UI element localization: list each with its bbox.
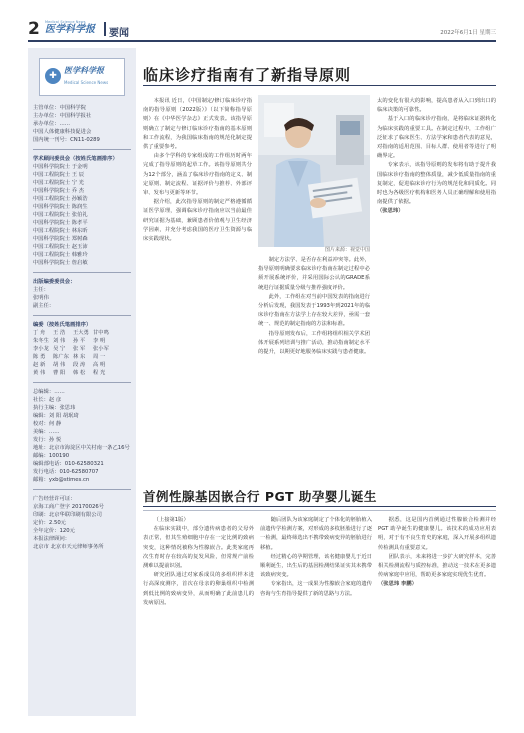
info-line: 主办单位：中国科学报社 bbox=[33, 113, 92, 119]
article1-column-3 bbox=[377, 97, 496, 508]
editor-name: 刘 伟 bbox=[53, 338, 66, 344]
publisher-line: 副主任： bbox=[33, 303, 55, 309]
editor-name: 程 光 bbox=[93, 370, 106, 376]
editor-name: 甘中鸣 bbox=[93, 330, 109, 336]
staff-line: 编辑：刘 阳 胡珉琦 bbox=[33, 413, 79, 419]
article1-paragraph: 由多个学科的专家组成的工作组历时两年完成了指导原则的起草工作。该指导原则共分为12个部分，涵盖了临床诊疗指南的定义、制定原则、制定流程、证据评价与推荐、外部评审、发布与更新等环节。 bbox=[143, 153, 252, 197]
committee-member: 中国工程院院士 林东昕 bbox=[33, 228, 88, 234]
divider bbox=[33, 382, 131, 383]
info-line: 中国人体健康科技促进会 bbox=[33, 129, 92, 135]
publisher-line: 主任： bbox=[33, 287, 49, 293]
editors-grid bbox=[33, 329, 131, 377]
editor-name: 林 东 bbox=[73, 354, 86, 360]
editor-name: 李 明 bbox=[93, 338, 106, 344]
editor-name: 周 一 bbox=[93, 354, 106, 360]
headline-rule bbox=[143, 85, 496, 86]
divider bbox=[33, 149, 131, 150]
article1-paragraph: 据介绍，此次指导原则的制定严格遵循循证医学原理，强调临床诊疗指南应以当前最佳研究证据为基础，兼顾患者价值观与卫生经济学因素，并充分考虑我国的医疗卫生资源与临床实践现状。 bbox=[143, 199, 252, 243]
committee-member: 中国工程院院士 宁 光 bbox=[33, 180, 85, 186]
article2-paragraph: 在临床实践中，部分遗传病患者的父母外表正常，但其生殖细胞中存在一定比例的致病突变，这种情况被称为性腺嵌合。此类家庭再次生育时存在较高的复发风险，但常规产前检测难以提前识别。 bbox=[143, 526, 254, 570]
photo-caption: 图片来源：视觉中国 bbox=[324, 247, 370, 253]
ads-line: 京海工商广登字 20170026号 bbox=[33, 504, 105, 510]
committee-member: 中国工程院院士 韩雅玲 bbox=[33, 252, 88, 258]
committee-member: 中国科学院院士 陈润生 bbox=[33, 204, 88, 210]
masthead-en: Medical Science News bbox=[45, 20, 86, 24]
committee-member: 中国工程院院士 赵玉沛 bbox=[33, 244, 88, 250]
masthead-sidebar bbox=[28, 48, 136, 716]
editor-name: 丁 舟 bbox=[33, 330, 46, 336]
issue-date: 2022年6月1日 星期三 bbox=[440, 30, 496, 36]
committee-member: 中国工程院院士 孙颖浩 bbox=[33, 196, 88, 202]
staff-line: 美编：…… bbox=[33, 429, 60, 435]
committee-member: 中国科学院院士 詹启敏 bbox=[33, 260, 88, 266]
editors-block bbox=[33, 321, 131, 377]
article-divider bbox=[143, 510, 496, 511]
committee-member: 中国科学院院士 于金明 bbox=[33, 164, 88, 170]
article2-headline: 首例性腺基因嵌合行 PGT 助孕婴儿诞生 bbox=[143, 489, 377, 504]
article2-paragraph: 据悉，这是国内首例通过性腺嵌合检测并经 PGT 助孕诞生的健康婴儿。该技术的成功应用表明，对于有不良生育史的家庭，深入开展多组织遗传检测具有重要意义。 bbox=[378, 517, 496, 551]
article1-paragraph: 此外，工作组在对当前中国发表的指南进行分析后发现，我国发表于1993年到2021年的临床诊疗指南在方法学上存在较大差异，亟需一套统一、规范的制定指南的方法和标准。 bbox=[258, 293, 370, 328]
editor-name: 胡 伟 bbox=[53, 362, 66, 368]
committee-member: 中国科学院院士 乔 杰 bbox=[33, 188, 85, 194]
editor-name: 朱冬生 bbox=[33, 338, 49, 344]
info-line: 承办单位：…… bbox=[33, 121, 71, 127]
logo-en: Medical Science News bbox=[64, 80, 109, 85]
info-line: 国内统一刊号：CN11-0289 bbox=[33, 137, 100, 143]
editor-name: 王 浩 bbox=[53, 330, 66, 336]
headline-rule bbox=[143, 506, 496, 507]
article1-paragraph: 本报讯 近日，《中国制定/修订临床诊疗指南的指导原则（2022版）》（以下简称指导原则）在《中华医学杂志》正式发表。该指导原则确立了制定与修订临床诊疗指南的基本原则和工作流程，为我国临床指南的规范化制定提供了重要参考。 bbox=[143, 98, 252, 151]
editor-name: 黄 伟 bbox=[33, 370, 46, 376]
email-link[interactable]: 邮箱：yxb@stimes.cn bbox=[33, 477, 90, 483]
committee-member: 中国工程院院士 王 辰 bbox=[33, 172, 85, 178]
editor-name: 李小龙 bbox=[33, 346, 49, 352]
article1-paragraph: 专家表示，该指导原则的发布将有助于提升我国临床诊疗指南的整体质量，减少低质量指南的重复制定，促进临床诊疗行为的规范化和同质化。同时也为各级医疗机构和医务人员正确理解和使用指南提供了依据。 bbox=[377, 162, 496, 206]
staff-line: 校对：何 静 bbox=[33, 421, 62, 427]
article1-photo bbox=[258, 95, 370, 247]
staff-block bbox=[33, 388, 131, 484]
info-line: 主管单位：中国科学院 bbox=[33, 105, 86, 111]
article1-signoff: （张思玮） bbox=[377, 208, 404, 215]
article1-paragraph: 指导原则发布后，工作组将组织相关学术团体开展系列培训与推广活动，推动指南制定水平的提升，以期更好地服务临床实践与患者健康。 bbox=[258, 330, 370, 356]
editor-name: 韩 松 bbox=[73, 370, 86, 376]
article2-paragraph: （上接第1版） bbox=[153, 517, 189, 523]
article1-column-1 bbox=[143, 97, 252, 507]
article1-paragraph: 制定方法学、是否存在利益冲突等。此外，指导原则明确要求临床诊疗指南在制定过程中必须开展系统评价，并采用国际公认的GRADE系统进行证据质量分级与推荐强度评价。 bbox=[258, 257, 370, 291]
staff-line: 编辑部电话：010-62580321 bbox=[33, 461, 104, 467]
divider bbox=[33, 489, 131, 490]
editors-title: 编委（按姓氏笔画排序） bbox=[33, 322, 92, 328]
editor-name: 曹 阳 bbox=[53, 370, 66, 376]
divider bbox=[33, 315, 131, 316]
staff-line: 发行电话：010-62580707 bbox=[33, 469, 99, 475]
article2-column-1 bbox=[143, 516, 254, 716]
logo-cn: 医学科学报 bbox=[64, 66, 104, 75]
editor-name: 陈广东 bbox=[53, 354, 69, 360]
page-number: 2 bbox=[28, 19, 40, 39]
section-name: 要闻 bbox=[109, 28, 129, 39]
article1-paragraph: 太的变化有很大的影响，提高患者从入口到出口的临床决策的可靠性。 bbox=[377, 98, 496, 114]
article2-paragraph: 随后团队为该家庭制定了个体化的胚胎植入前遗传学检测方案，对形成的多枚胚胎进行了逐一检测，最终筛选出不携带致病变异的胚胎进行移植。 bbox=[260, 517, 372, 551]
page-header bbox=[0, 0, 524, 40]
ads-line: 北京市 北京市天元律师事务所 bbox=[33, 544, 104, 550]
committee-list bbox=[33, 155, 131, 267]
article2-paragraph: 专家指出，这一成果为性腺嵌合家庭的遗传咨询与生育指导提供了新的思路与方法。 bbox=[260, 581, 372, 597]
staff-line: 发行：孙 悦 bbox=[33, 437, 62, 443]
article2-paragraph: 团队表示，未来将进一步扩大研究样本，完善相关检测流程与质控标准，推动这一技术在更多遗传病家庭中应用，帮助更多家庭实现优生优育。 bbox=[378, 553, 496, 579]
committee-member: 中国工程院院士 张伯礼 bbox=[33, 212, 88, 218]
article2-column-2 bbox=[260, 516, 372, 716]
ads-line: 广告经营许可证： bbox=[33, 496, 76, 502]
sidebar-logo bbox=[39, 58, 125, 96]
committee-member: 中国科学院院士 陈孝平 bbox=[33, 220, 88, 226]
article1-headline: 临床诊疗指南有了新指导原则 bbox=[143, 66, 352, 84]
publisher-line: 张明伟 bbox=[33, 295, 49, 301]
editor-name: 陈 勇 bbox=[33, 354, 46, 360]
header-rule bbox=[28, 40, 496, 42]
editor-name: 吴 宁 bbox=[53, 346, 66, 352]
masthead-cn: 医学科学报 bbox=[45, 24, 95, 35]
ads-line: 全年定价：120元 bbox=[33, 528, 75, 534]
ads-block bbox=[33, 495, 131, 551]
publisher-title: 出版编委委员会： bbox=[33, 279, 76, 285]
committee-member: 中国科学院院士 郑树森 bbox=[33, 236, 88, 242]
article2-paragraph: 经过精心的孕期管理，该名健康婴儿于近日顺利诞生，出生后的基因检测结果证实其未携带该致病突变。 bbox=[260, 553, 372, 579]
staff-line: 社长：赵 彦 bbox=[33, 397, 62, 403]
editor-name: 高 明 bbox=[93, 362, 106, 368]
section-marker bbox=[104, 22, 106, 36]
staff-line: 总编辑：…… bbox=[33, 389, 65, 395]
ads-line: 定价：2.50元 bbox=[33, 520, 66, 526]
editor-name: 段 涛 bbox=[73, 362, 86, 368]
staff-line: 地址：北京市海淀区中关村南一条乙16号 bbox=[33, 445, 130, 451]
publisher-block bbox=[33, 278, 131, 310]
masthead-logo bbox=[45, 20, 103, 40]
staff-line: 邮编：100190 bbox=[33, 453, 70, 459]
ads-line: 本报法律顾问： bbox=[33, 536, 71, 542]
article1-column-2 bbox=[258, 256, 370, 508]
ads-line: 印刷：北京华联印刷有限公司 bbox=[33, 512, 102, 518]
editor-name: 赵 新 bbox=[33, 362, 46, 368]
editor-name: 张 军 bbox=[73, 346, 86, 352]
article1-paragraph: 基于入口的临床诊疗指南，是将临床证据转化为临床实践的重要工具。在制定过程中，工作组广泛征求了临床医生、方法学家和患者代表的意见，对指南的适用范围、目标人群、使用者等进行了明确界定。 bbox=[377, 116, 496, 160]
editor-name: 孙 平 bbox=[73, 338, 86, 344]
article2-signoff: （张思玮 李鹏） bbox=[378, 581, 417, 588]
article2-column-3 bbox=[378, 516, 496, 716]
staff-line: 执行主编：张思玮 bbox=[33, 405, 76, 411]
editor-name: 张小军 bbox=[93, 346, 109, 352]
editor-name: 王大勇 bbox=[73, 330, 89, 336]
committee-title: 学术顾问委员会（按姓氏笔画排序） bbox=[33, 156, 118, 162]
nurse-photo-illustration bbox=[258, 95, 370, 247]
logo-icon: ✚ bbox=[45, 68, 61, 84]
article2-paragraph: 研究团队通过对家系成员的多组织样本进行高深度测序，首次在母亲的卵巢组织中检测到低比例的致病变异，从而明确了此前患儿的发病原因。 bbox=[143, 572, 254, 606]
sidebar-info bbox=[33, 104, 131, 144]
divider bbox=[33, 272, 131, 273]
